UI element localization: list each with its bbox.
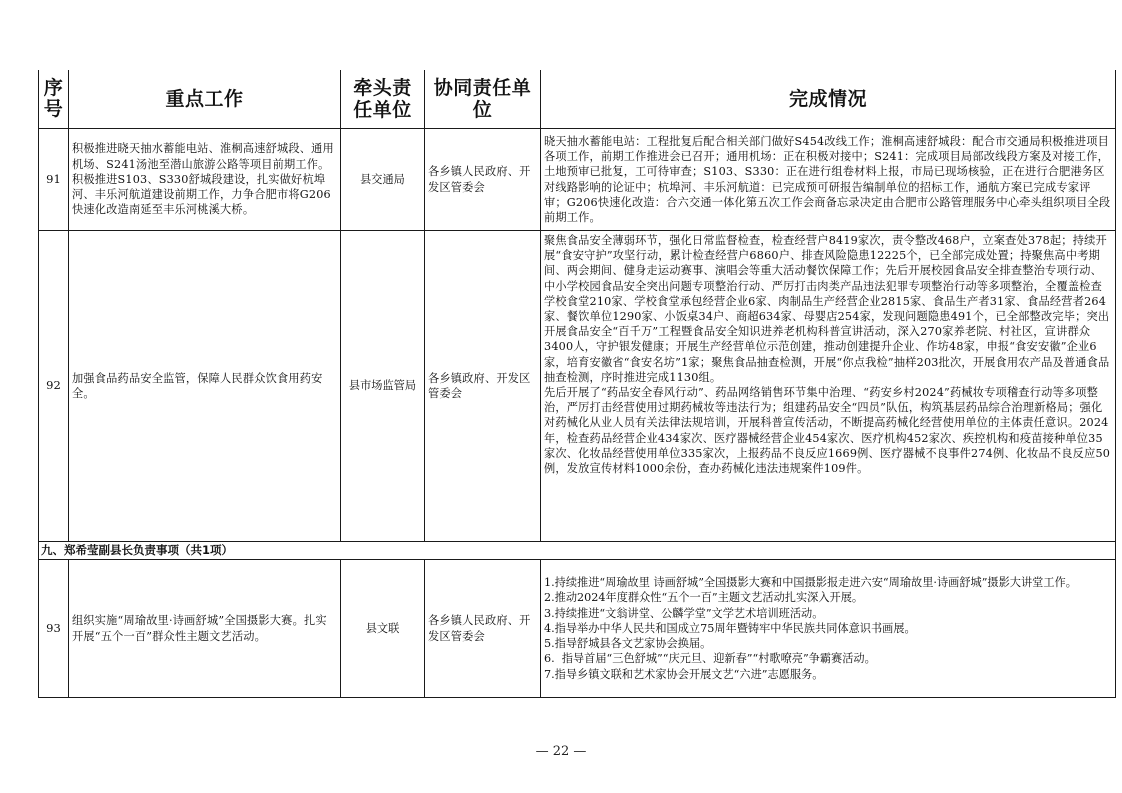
row-seq: 93: [39, 560, 69, 698]
completion-paragraph: 聚焦食品安全薄弱环节，强化日常监督检查，检查经营户8419家次，责令整改468户，立案查处378起；持续开展“食安守护”攻坚行动，累计检查经营户6860户、排查风险隐患12225个，已全部完成处置；持聚焦高中考期间、两会期间、健身走运动赛事、演唱会等重大活动餐饮保障工作；先后开展校园食品安全排查整治专项行动、中小学校园食品安全突出问题专项整治行动、严厉打击肉类产品违法犯罪专项整治行动等多项整治，全覆盖检查学校食堂210家、学校食堂承包经营企业6家、肉制品生产经营企业2815家、食品生产者31家、食品经营者264家、餐饮单位1290家、小饭桌34户、商超634家、母婴店254家，发现问题隐患491个，已全部整改完毕；突出开展食品安全“百千万”工程暨食品安全知识进养老机构科普宣讲活动，深入270家养老院、村社区，宣讲群众3400人，守护银发健康；开展生产经营单位示范创建，推动创建提升企业、作坊48家，申报“食安安徽”企业6家，培育安徽省“食安名坊”1家；聚焦食品抽查检测，开展“你点我检”抽样203批次，开展食用农产品及普通食品抽查检测，序时推进完成1130组。: [544, 234, 1110, 384]
table-row: [39, 231, 1116, 542]
header-cooperating-unit: 协同责任单位: [425, 70, 541, 129]
row-cooperating-unit: 各乡镇人民政府、开发区管委会: [425, 129, 541, 231]
row-lead-unit: 县市场监管局: [341, 231, 425, 542]
row-cooperating-unit: 各乡镇政府、开发区管委会: [425, 231, 541, 542]
row-completion: [541, 231, 1116, 542]
header-task: 重点工作: [69, 70, 341, 129]
completion-item: 4.指导举办中华人民共和国成立75周年暨铸牢中华民族共同体意识书画展。: [544, 621, 916, 635]
table-row: [39, 129, 1116, 231]
completion-item: 2.推动2024年度群众性“五个一百”主题文艺活动扎实深入开展。: [544, 591, 864, 605]
row-completion: [541, 560, 1116, 698]
row-task: 组织实施“周瑜故里·诗画舒城”全国摄影大赛。扎实开展“五个一百”群众性主题文艺活动。: [69, 560, 341, 698]
completion-item: 3.持续推进“文翁讲堂、公麟学堂”文学艺术培训班活动。: [544, 606, 824, 620]
header-lead-unit: 牵头责任单位: [341, 70, 425, 129]
row-task: 加强食品药品安全监管，保障人民群众饮食用药安全。: [69, 231, 341, 542]
row-lead-unit: 县文联: [341, 560, 425, 698]
row-lead-unit: 县交通局: [341, 129, 425, 231]
row-seq: 91: [39, 129, 69, 231]
work-progress-table: [38, 70, 1116, 698]
row-task: 积极推进晓天抽水蓄能电站、淮桐高速舒城段、通用机场、S241汤池至潜山旅游公路等项目前期工作。积极推进S103、S330舒城段建设，扎实做好杭埠河、丰乐河航道建设前期工作，力争合肥市将G206快速化改造南延至丰乐河桃溪大桥。: [69, 129, 341, 231]
section-heading-row: [39, 542, 1116, 560]
row-seq: 92: [39, 231, 69, 542]
section-heading: 九、郑希莹副县长负责事项（共1项）: [39, 542, 1116, 560]
table-header-row: [39, 70, 1116, 129]
completion-item: 7.指导乡镇文联和艺术家协会开展文艺“六进”志愿服务。: [544, 667, 824, 681]
row-cooperating-unit: 各乡镇人民政府、开发区管委会: [425, 560, 541, 698]
completion-item: 6. 指导首届“三色舒城”“庆元旦、迎新春”“村歌嘹亮”争霸赛活动。: [544, 652, 876, 666]
row-completion: [541, 129, 1116, 231]
header-seq: 序号: [39, 70, 69, 129]
completion-paragraph: 晓天抽水蓄能电站：工程批复后配合相关部门做好S454改线工作；淮桐高速舒城段：配合市交通局积极推进项目各项工作，前期工作推进会已召开；通用机场：正在积极对接中；S241：完成项目局部改线段方案及对接工作，土地预审已批复，工可待审查；S103、S330：正在进行组卷材料上报，市局已现场核验，正在进行合肥港务区对线路影响的论证中；杭埠河、丰乐河航道：已完成预可研报告编制单位的招标工作，通航方案已完成专家评审；G206快速化改造：合六交通一体化第五次工作会商备忘录决定由合肥市公路管理服务中心牵头组织项目全段前期工作。: [544, 134, 1111, 224]
completion-item: 5.指导舒城县各文艺家协会换届。: [544, 637, 712, 651]
completion-item: 1.持续推进“周瑜故里 诗画舒城”全国摄影大赛和中国摄影报走进六安“周瑜故里·诗画舒城”摄影大讲堂工作。: [544, 576, 1077, 590]
page-number: — 22 —: [535, 744, 587, 759]
table-row: [39, 560, 1116, 698]
completion-paragraph: 先后开展了“药品安全春风行动”、药品网络销售环节集中治理、“药安乡村2024”药械妆专项稽查行动等多项整治，严厉打击经营使用过期药械妆等违法行为；组建药品安全“四员”队伍，构筑基层药品综合治理新格局；强化对药械化从业人员有关法律法规培训，开展科普宣传活动，不断提高药械化经营使用单位的主体责任意识。2024年，检查药品经营企业434家次、医疗器械经营企业454家次、医疗机构452家次、疾控机构和疫苗接种单位35家次、化妆品经营使用单位335家次，上报药品不良反应1669例、医疗器械不良事件274例、化妆品不良反应50例，发放宣传材料1000余份，查办药械化违法违规案件109件。: [544, 386, 1111, 476]
header-completion: 完成情况: [541, 70, 1116, 129]
